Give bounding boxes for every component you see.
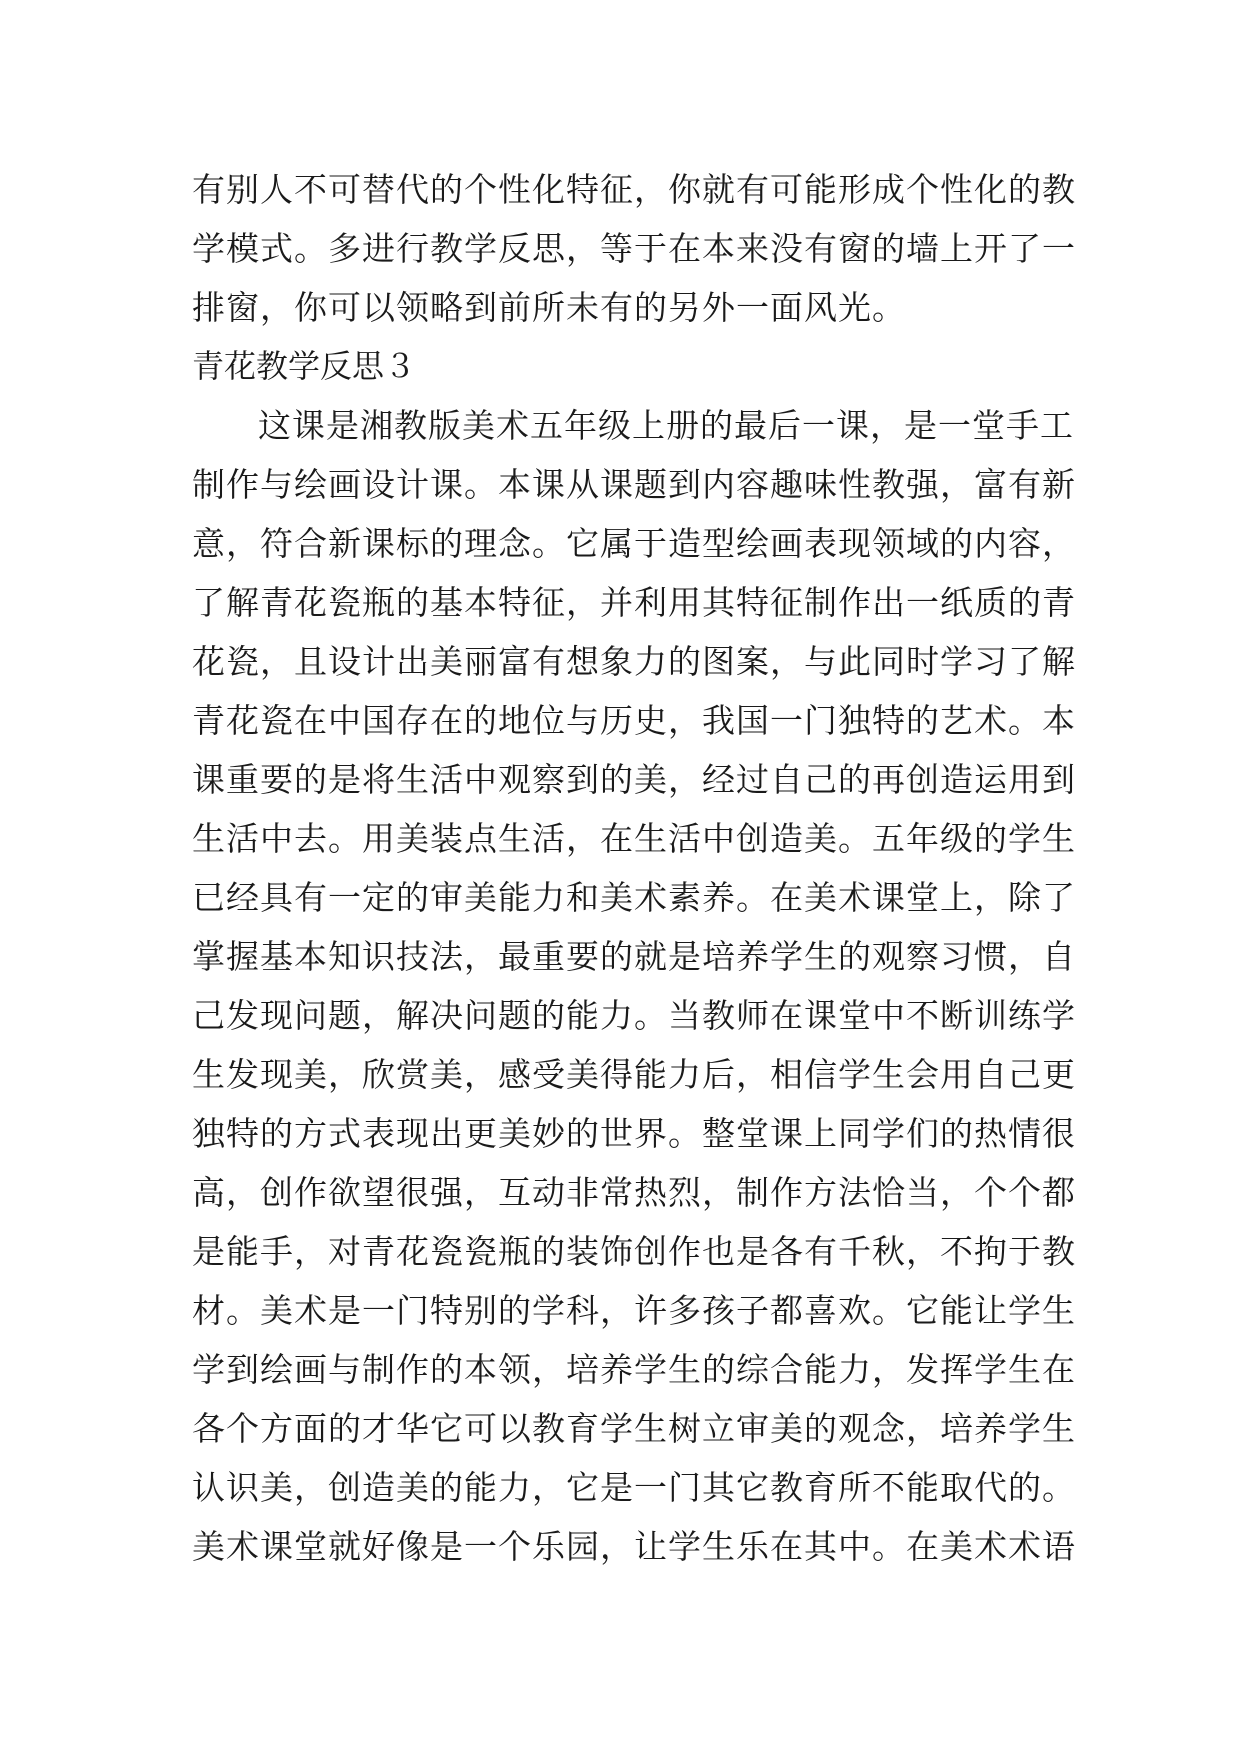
paragraph-line: 排窗，你可以领略到前所未有的另外一面风光。 bbox=[192, 288, 906, 327]
paragraph-line: 已经具有一定的审美能力和美术素养。在美术课堂上，除了 bbox=[192, 878, 1076, 917]
paragraph-line: 高，创作欲望很强，互动非常热烈，制作方法恰当，个个都 bbox=[192, 1173, 1076, 1212]
paragraph-line: 青花瓷在中国存在的地位与历史，我国一门独特的艺术。本 bbox=[192, 701, 1076, 740]
paragraph-line: 认识美，创造美的能力，它是一门其它教育所不能取代的。 bbox=[192, 1468, 1076, 1507]
paragraph-line: 己发现问题，解决问题的能力。当教师在课堂中不断训练学 bbox=[192, 996, 1076, 1035]
paragraph-line: 独特的方式表现出更美妙的世界。整堂课上同学们的热情很 bbox=[192, 1114, 1076, 1153]
paragraph-line: 了解青花瓷瓶的基本特征，并利用其特征制作出一纸质的青 bbox=[192, 583, 1076, 622]
paragraph-line: 材。美术是一门特别的学科，许多孩子都喜欢。它能让学生 bbox=[192, 1291, 1076, 1330]
document-body bbox=[192, 160, 1076, 1576]
paragraph-line: 掌握基本知识技法，最重要的就是培养学生的观察习惯，自 bbox=[192, 937, 1076, 976]
paragraph-line: 美术课堂就好像是一个乐园，让学生乐在其中。在美术术语 bbox=[192, 1527, 1076, 1566]
paragraph-line: 各个方面的才华它可以教育学生树立审美的观念，培养学生 bbox=[192, 1409, 1076, 1448]
paragraph-line: 是能手，对青花瓷瓷瓶的装饰创作也是各有千秋，不拘于教 bbox=[192, 1232, 1076, 1271]
paragraph-line: 课重要的是将生活中观察到的美，经过自己的再创造运用到 bbox=[192, 760, 1076, 799]
paragraph-line: 生活中去。用美装点生活，在生活中创造美。五年级的学生 bbox=[192, 819, 1076, 858]
paragraph-line: 这课是湘教版美术五年级上册的最后一课，是一堂手工 bbox=[258, 406, 1074, 445]
paragraph-line: 花瓷，且设计出美丽富有想象力的图案，与此同时学习了解 bbox=[192, 642, 1076, 681]
section-title: 青花教学反思３ bbox=[192, 347, 417, 385]
paragraph-line: 意，符合新课标的理念。它属于造型绘画表现领域的内容， bbox=[192, 524, 1076, 563]
paragraph-line: 生发现美，欣赏美，感受美得能力后，相信学生会用自己更 bbox=[192, 1055, 1076, 1094]
paragraph-line: 制作与绘画设计课。本课从课题到内容趣味性教强，富有新 bbox=[192, 465, 1076, 504]
paragraph-line: 学模式。多进行教学反思，等于在本来没有窗的墙上开了一 bbox=[192, 229, 1076, 268]
paragraph-line: 学到绘画与制作的本领，培养学生的综合能力，发挥学生在 bbox=[192, 1350, 1076, 1389]
paragraph-line: 有别人不可替代的个性化特征，你就有可能形成个性化的教 bbox=[192, 170, 1076, 209]
